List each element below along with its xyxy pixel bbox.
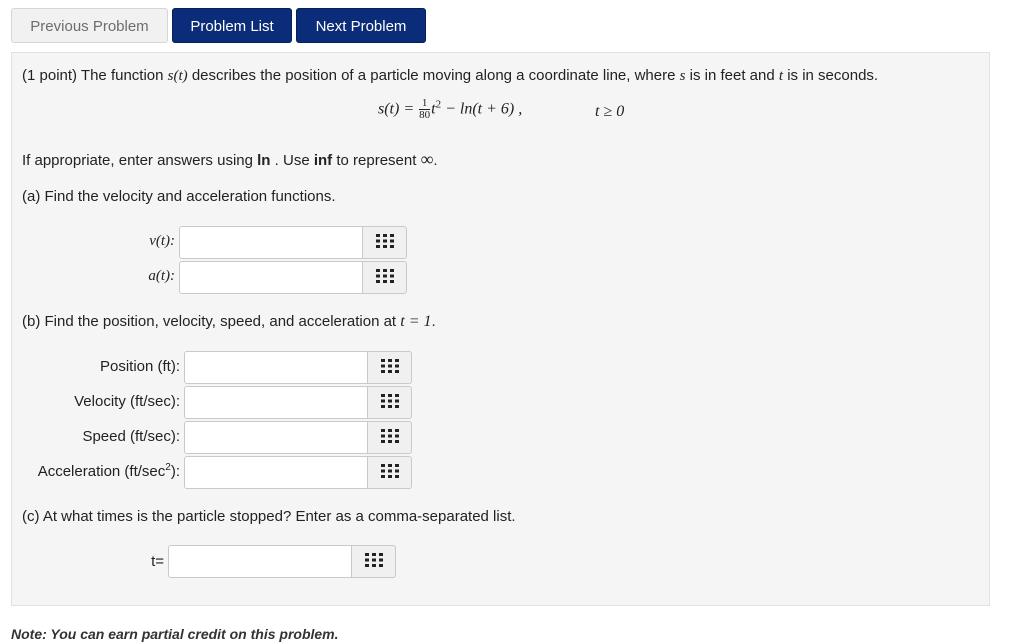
- equation-grid-icon: [381, 429, 399, 447]
- next-problem-button[interactable]: Next Problem: [296, 8, 426, 43]
- speed-input[interactable]: [184, 421, 368, 454]
- position-input[interactable]: [184, 351, 368, 384]
- velocity-label: Velocity (ft/sec):: [74, 393, 180, 410]
- fraction: $\frac{1}{80}$: [419, 97, 431, 121]
- velocity-function-input[interactable]: [179, 226, 363, 259]
- acceleration-label: Acceleration $(ft/\sec^2)$:: [37, 462, 180, 480]
- problem-panel: [11, 52, 990, 606]
- previous-problem-button[interactable]: Previous Problem: [11, 8, 168, 43]
- position-label: Position (ft):: [99, 358, 180, 375]
- acceleration-equation-editor-button-b[interactable]: [368, 456, 412, 489]
- stopped-times-equation-editor-button[interactable]: [352, 545, 396, 578]
- acceleration-function-label: a(t):: [148, 268, 175, 284]
- velocity-input[interactable]: [184, 386, 368, 419]
- points-label: (1 point): [22, 67, 78, 84]
- position-formula: s(t) = $\frac{1}{80}$ $t^2 - \ln(t + 6)$ ,: [378, 97, 523, 121]
- position-equation-editor-button[interactable]: [368, 351, 412, 384]
- problem-list-button[interactable]: Problem List: [172, 8, 292, 43]
- part-c-prompt: (c) At what times is the particle stopped? Enter as a comma-separated list.: [22, 508, 516, 525]
- equation-grid-icon: [381, 464, 399, 482]
- times-label: t=: [151, 553, 164, 570]
- acceleration-equation-editor-button[interactable]: [363, 261, 407, 294]
- domain-condition: t ≥ 0: [595, 103, 625, 120]
- equation-grid-icon: [365, 553, 383, 571]
- acceleration-input[interactable]: [184, 456, 368, 489]
- problem-intro: (1 point) The function s(t) describes the position of a particle moving along a coordinate line, where s is in feet and t is in seconds.: [22, 67, 879, 84]
- velocity-equation-editor-button[interactable]: [363, 226, 407, 259]
- answer-hint: If appropriate, enter answers using ln . Use inf to represent ∞.: [22, 149, 438, 169]
- velocity-function-label: v(t):: [149, 233, 175, 249]
- speed-label: Speed (ft/sec):: [82, 428, 180, 445]
- equation-grid-icon: [376, 269, 394, 287]
- acceleration-function-input[interactable]: [179, 261, 363, 294]
- equation-grid-icon: [381, 394, 399, 412]
- problem-navigation: [11, 8, 426, 43]
- equation-grid-icon: [376, 234, 394, 252]
- part-b-prompt: (b) Find the position, velocity, speed, and acceleration at t = 1.: [22, 313, 436, 330]
- velocity-equation-editor-button-b[interactable]: [368, 386, 412, 419]
- stopped-times-input[interactable]: [168, 545, 352, 578]
- partial-credit-note: Note: You can earn partial credit on this problem.: [11, 626, 339, 642]
- speed-equation-editor-button[interactable]: [368, 421, 412, 454]
- part-a-prompt: (a) Find the velocity and acceleration functions.: [22, 188, 336, 205]
- equation-grid-icon: [381, 359, 399, 377]
